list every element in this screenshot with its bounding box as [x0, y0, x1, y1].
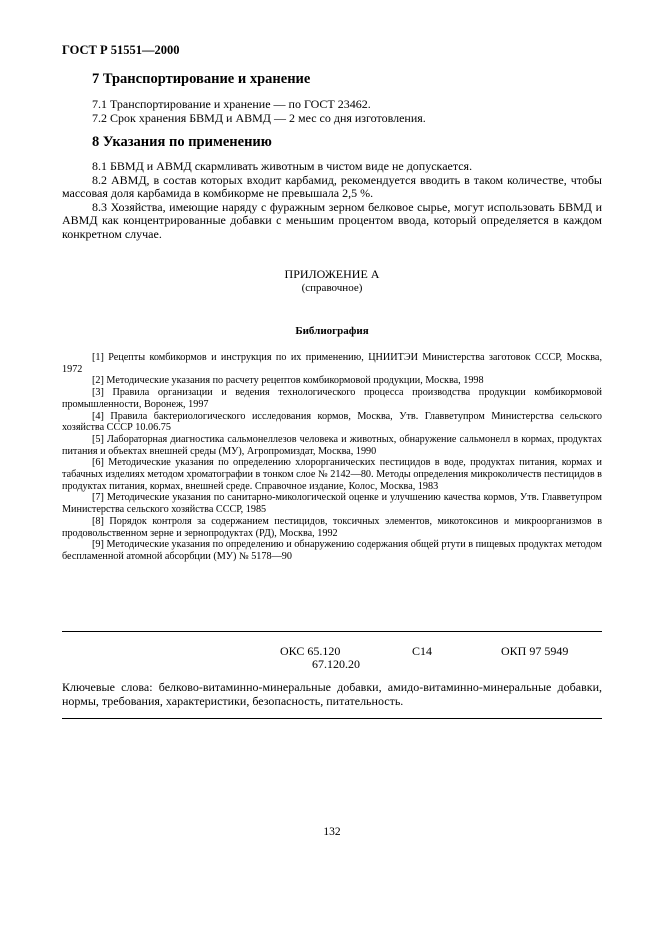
page-number: 132 — [323, 826, 341, 838]
standard-header: ГОСТ Р 51551—2000 — [62, 43, 180, 57]
keywords: Ключевые слова: белково-витаминно-минеральные добавки, амидо-витаминно-минеральные добавки, нормы, требования, характеристики, безопасность, питательность. — [62, 680, 602, 708]
section-8-body — [62, 160, 602, 241]
oks-code-2: 67.120.20 — [312, 657, 360, 671]
reference-item: [5] Лабораторная диагностика сальмонеллезов человека и животных, обнаружение сальмонелл в кормах, продуктах питания и объектах внешней среды (МУ), Агропромиздат, Москва, 1990 — [62, 433, 602, 457]
reference-item: [3] Правила организации и ведения технологического процесса производства продукции комбикормовой промышленности, Воронеж, 1997 — [62, 387, 602, 410]
bottom-divider — [62, 718, 602, 719]
reference-item: [9] Методические указания по определению и обнаружению содержания общей ртути в пищевых продуктах методом беспламенной атомной абсорбции (МУ) № 5178—90 — [62, 539, 602, 562]
section-7-body — [62, 98, 602, 125]
reference-item: [2] Методические указания по расчету рецептов комбикормовой продукции, Москва, 1998 — [92, 375, 484, 387]
item-7-2: 7.2 Срок хранения БВМД и АВМД — 2 мес со дня изготовления. — [92, 110, 426, 125]
top-divider — [62, 631, 602, 632]
bibliography-list — [62, 352, 602, 563]
oks-code: ОКС 65.120 — [280, 644, 341, 658]
bibliography-title: Библиография — [295, 325, 369, 337]
group-code: С14 — [412, 644, 433, 658]
okp-code: ОКП 97 5949 — [501, 644, 569, 658]
appendix-subtitle: (справочное) — [301, 282, 363, 294]
section-7-title: 7 Транспортирование и хранение — [92, 71, 311, 87]
item-8-2: 8.2 АВМД, в состав которых входит карбамид, рекомендуется вводить в таком количестве, чтобы массовая доля карбамида в комбикорме не превышала 2,5 %. — [62, 172, 602, 200]
item-7-1: 7.1 Транспортирование и хранение — по ГОСТ 23462. — [92, 97, 371, 111]
item-8-1: 8.1 БВМД и АВМД скармливать животным в чистом виде не допускается. — [92, 159, 473, 173]
item-8-3: 8.3 Хозяйства, имеющие наряду с фуражным зерном белковое сырье, могут использовать БВМД и АВМД как концентрированные добавки с меньшим процентом ввода, который определяется в каждом конкретном случае. — [62, 199, 602, 241]
appendix-title: ПРИЛОЖЕНИЕ А — [284, 267, 380, 281]
reference-item: [8] Порядок контроля за содержанием пестицидов, токсичных элементов, микотоксинов и микроорганизмов в продовольственном зерне и зернопродуктах (РД), Москва, 1992 — [62, 515, 602, 539]
reference-item: [4] Правила бактериологического исследования кормов, Москва, Утв. Главветупром Министерства сельского хозяйства СССР 10.06.75 — [62, 410, 602, 434]
reference-item: [1] Рецепты комбикормов и инструкция по их применению, ЦНИИТЭИ Министерства заготовок СССР, Москва, 1972 — [62, 352, 602, 375]
reference-item: [6] Методические указания по определению хлорорганических пестицидов в воде, продуктах питания, кормах и табачных изделиях методом хроматографии в тонком слое № 2142—80. Методы определения микроколичеств пестицидов в продуктах питания, кормах, внешней среде. Справочное издание, Колос, Москва, 1983 — [62, 457, 602, 492]
section-8-title: 8 Указания по применению — [92, 134, 272, 150]
reference-item: [7] Методические указания по санитарно-микологической оценке и улучшению качества кормов, Утв. Главветупром Министерства сельского хозяйства СССР, 1985 — [62, 492, 602, 516]
